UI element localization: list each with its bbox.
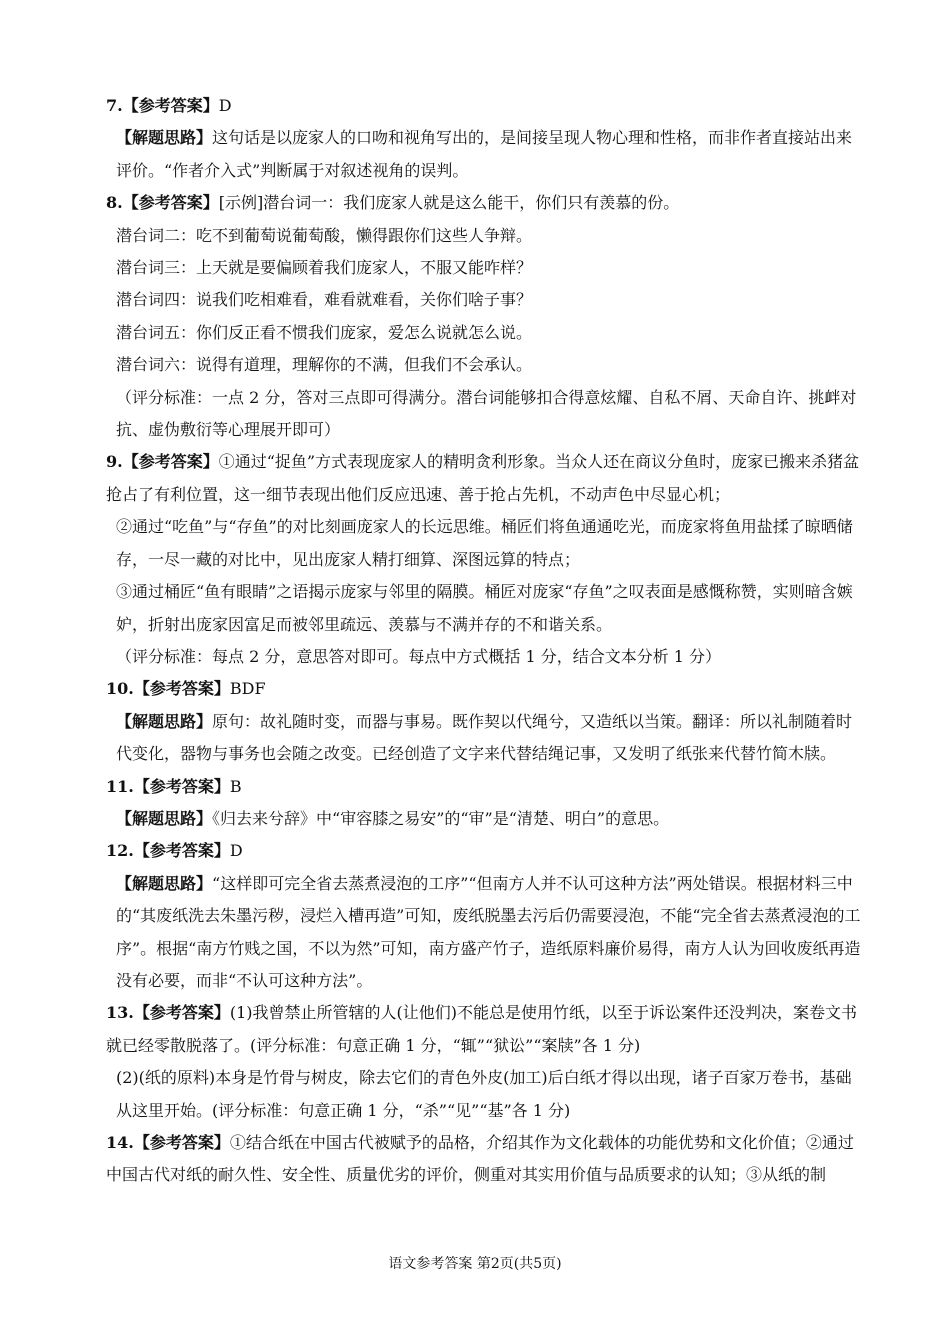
q11-reasoning-text: 《归去来兮辞》中“审容膝之易安”的“审”是“清楚、明白”的意思。 — [212, 808, 670, 828]
q7-answer — [106, 90, 866, 122]
q11-reasoning — [106, 803, 866, 835]
q13-answer — [106, 997, 866, 1062]
q13-part1: (1)我曾禁止所管辖的人(让他们)不能总是使用竹纸，以至于诉讼案件还没判决，案卷文书就已经零散脱落了。(评分标准：句意正确 1 分，“辄”“狱讼”“案牍”各 1 分) — [106, 1003, 858, 1055]
q12-number: 12. — [106, 841, 134, 861]
q8-scoring: （评分标准：一点 2 分，答对三点即可得满分。潜台词能够扣合得意炫耀、自私不屑、天命自许、挑衅对抗、虚伪敷衍等心理展开即可） — [116, 387, 857, 440]
q10-answer-tag: 【参考答案】 — [133, 679, 230, 699]
q8-line: 潜台词二：吃不到葡萄说葡萄酸，懒得跟你们这些人争辩。 — [116, 225, 533, 245]
q7-reasoning — [106, 122, 866, 187]
q9-point: ③通过桶匠“鱼有眼睛”之语揭示庞家与邻里的隔膜。桶匠对庞家“存鱼”之叹表面是感慨称赞，实则暗含嫉妒，折射出庞家因富足而被邻里疏远、羡慕与不满并存的不和谐关系。 — [116, 582, 853, 634]
q12-answer-value: D — [229, 841, 243, 861]
q8-line: 潜台词五：你们反正看不惯我们庞家，爱怎么说就怎么说。 — [116, 322, 533, 342]
q10-reasoning-tag: 【解题思路】 — [116, 711, 213, 731]
q7-number: 7. — [106, 96, 123, 115]
q13-answer-tag: 【参考答案】 — [133, 1003, 230, 1023]
q12-reasoning — [106, 868, 866, 998]
q11-answer — [106, 771, 866, 803]
q13-part2: (2)(纸的原料)本身是竹骨与树皮，除去它们的青色外皮(加工)后白纸才得以出现，诸子百家万卷书，基础从这里开始。(评分标准：句意正确 1 分，“杀”“见”“基”各 1 分) — [116, 1068, 852, 1120]
q10-number: 10. — [106, 679, 134, 699]
q10-answer — [106, 673, 866, 705]
q9-point: ②通过“吃鱼”与“存鱼”的对比刻画庞家人的长远思维。桶匠们将鱼通通吃光，而庞家将鱼用盐揉了晾晒储存，一尽一藏的对比中，见出庞家人精打细算、深图远算的特点； — [116, 517, 853, 569]
q11-reasoning-tag: 【解题思路】 — [116, 808, 213, 828]
q10-answer-value: BDF — [229, 679, 266, 699]
q9-answer-tag: 【参考答案】 — [122, 452, 219, 472]
q14-answer — [106, 1127, 866, 1192]
q13-number: 13. — [106, 1003, 134, 1023]
q7-answer-value: D — [218, 96, 232, 115]
q8-line: 潜台词四：说我们吃相难看，难看就难看，关你们啥子事？ — [116, 290, 533, 310]
q12-reasoning-text: “这样即可完全省去蒸煮浸泡的工序”“但南方人并不认可这种方法”两处错误。根据材料三中的“其废纸洗去朱墨污秽，浸烂入槽再造”可知，废纸脱墨去污后仍需要浸泡，不能“完全省去蒸煮浸泡的工序”。根据“南方竹贱之国，不以为然”可知，南方盛产竹子，造纸原料廉价易得，南方人认为回收废纸再造没有必要，而非“不认可这种方法”。 — [116, 873, 861, 990]
q12-answer — [106, 835, 866, 867]
q11-answer-tag: 【参考答案】 — [133, 776, 230, 796]
q10-reasoning-text: 原句：故礼随时变，而器与事易。既作契以代绳兮，又造纸以当策。翻译：所以礼制随着时代变化，器物与事务也会随之改变。已经创造了文字来代替结绳记事，又发明了纸张来代替竹简木牍。 — [116, 711, 853, 764]
q7-reasoning-tag: 【解题思路】 — [116, 128, 213, 148]
q12-answer-tag: 【参考答案】 — [133, 841, 230, 861]
q8-line: 潜台词六：说得有道理，理解你的不满，但我们不会承认。 — [116, 355, 533, 375]
q7-reasoning-text: 这句话是以庞家人的口吻和视角写出的，是间接呈现人物心理和性格，而非作者直接站出来评价。“作者介入式”判断属于对叙述视角的误判。 — [116, 128, 853, 180]
q14-answer-tag: 【参考答案】 — [133, 1133, 230, 1152]
q9-answer — [106, 446, 866, 511]
q11-number: 11. — [106, 776, 134, 796]
q11-answer-value: B — [229, 776, 242, 796]
q7-answer-tag: 【参考答案】 — [122, 96, 219, 115]
q9-scoring: （评分标准：每点 2 分，意思答对即可。每点中方式概括 1 分，结合文本分析 1 分） — [116, 646, 722, 666]
q10-reasoning — [106, 706, 866, 771]
q12-reasoning-tag: 【解题思路】 — [116, 873, 213, 893]
q8-number: 8. — [106, 193, 123, 213]
q8-answer — [106, 187, 866, 219]
q9-number: 9. — [106, 452, 123, 472]
q14-text: ①结合纸在中国古代被赋予的品格，介绍其作为文化载体的功能优势和文化价值；②通过中国古代对纸的耐久性、安全性、质量优劣的评价，侧重对其实用价值与品质要求的认知；③从纸的制 — [106, 1133, 854, 1185]
page-footer: 语文参考答案 第2页(共5页) — [388, 1256, 562, 1272]
q14-number: 14. — [106, 1133, 134, 1152]
q9-first-point: ①通过“捉鱼”方式表现庞家人的精明贪利形象。当众人还在商议分鱼时，庞家已搬来杀猪盆抢占了有利位置，这一细节表现出他们反应迅速、善于抢占先机，不动声色中尽显心机； — [106, 452, 860, 504]
q8-line: 潜台词三：上天就是要偏顾着我们庞家人，不服又能咋样？ — [116, 258, 533, 278]
q8-first-line: [示例]潜台词一：我们庞家人就是这么能干，你们只有羡慕的份。 — [218, 193, 680, 213]
answer-content — [106, 90, 866, 1192]
q8-answer-tag: 【参考答案】 — [122, 193, 219, 213]
